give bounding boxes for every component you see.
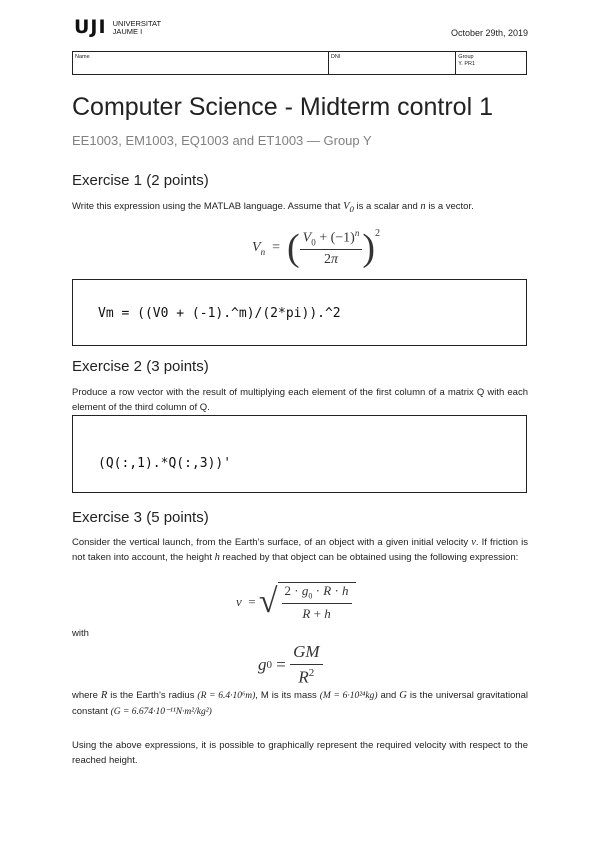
logo-line-1: UNIVERSITAT bbox=[112, 18, 162, 28]
page-subtitle: EE1003, EM1003, EQ1003 and ET1003 — Group Y bbox=[72, 133, 372, 148]
group-field[interactable] bbox=[456, 52, 526, 74]
exercise-1-formula: $V_n$ = ( $\frac{V_0 + (-1)^n}{2\pi}$ )$^2$ bbox=[252, 227, 380, 270]
page-title: Computer Science - Midterm control 1 bbox=[72, 93, 493, 121]
exercise-1-text: Write this expression using the MATLAB language. Assume that $V_0$ is a scalar and n is a vector. bbox=[72, 201, 474, 215]
exercise-2-text: Produce a row vector with the result of multiplying each element of the first column of a matrix Q with each element of the third column of Q. bbox=[72, 387, 528, 413]
student-id-table bbox=[72, 51, 527, 75]
dni-field[interactable] bbox=[329, 52, 456, 74]
exercise-2-answer: (Q(:,1).*Q(:,3))' bbox=[98, 456, 232, 471]
exam-date: October 29th, 2019 bbox=[450, 28, 528, 38]
group-value: Y. PR1 bbox=[458, 61, 476, 67]
exercise-3-text: Consider the vertical launch, from the Earth’s surface, of an object with a given initial velocity v. If friction is not taken into account, the height h reached by that object can be obtained using the following expression: bbox=[72, 537, 529, 563]
exercise-2-heading: Exercise 2 (3 points) bbox=[72, 358, 209, 375]
exercise-3-where-text: where R is the Earth’s radius (R = 6.4·10⁶m), M is its mass (M = 6·10²⁴kg) and G is the universal gravitational constant (G = 6.674·10⁻¹¹N·m²/kg²) bbox=[72, 690, 529, 717]
exercise-2-answer-box[interactable] bbox=[72, 415, 527, 493]
logo-text bbox=[113, 20, 161, 36]
name-label: Name bbox=[75, 54, 90, 60]
name-field[interactable] bbox=[73, 52, 329, 74]
exercise-3-with: with bbox=[72, 628, 89, 639]
exercise-1-heading: Exercise 1 (2 points) bbox=[72, 172, 209, 189]
logo-mark: UJI bbox=[74, 16, 107, 38]
exercise-3-closing: Using the above expressions, it is possible to graphically represent the required velocity with respect to the reached height. bbox=[72, 740, 528, 766]
logo-line-2: JAUME I bbox=[112, 26, 143, 36]
university-logo bbox=[74, 18, 161, 37]
exercise-1-answer-box[interactable] bbox=[72, 279, 527, 346]
exercise-3-heading: Exercise 3 (5 points) bbox=[72, 509, 209, 526]
dni-label: DNI bbox=[330, 54, 341, 60]
exercise-1-answer: Vm = ((V0 + (-1).^m)/(2*pi)).^2 bbox=[98, 306, 341, 321]
group-label: Group bbox=[458, 54, 474, 60]
exercise-3-velocity-formula: v = √ $\frac{2 \cdot g_0 \cdot R \cdot h}{R + h}$ bbox=[236, 582, 356, 622]
exercise-3-gravity-formula: g 0 = $\frac{GM}{R^2}$ bbox=[258, 642, 323, 688]
